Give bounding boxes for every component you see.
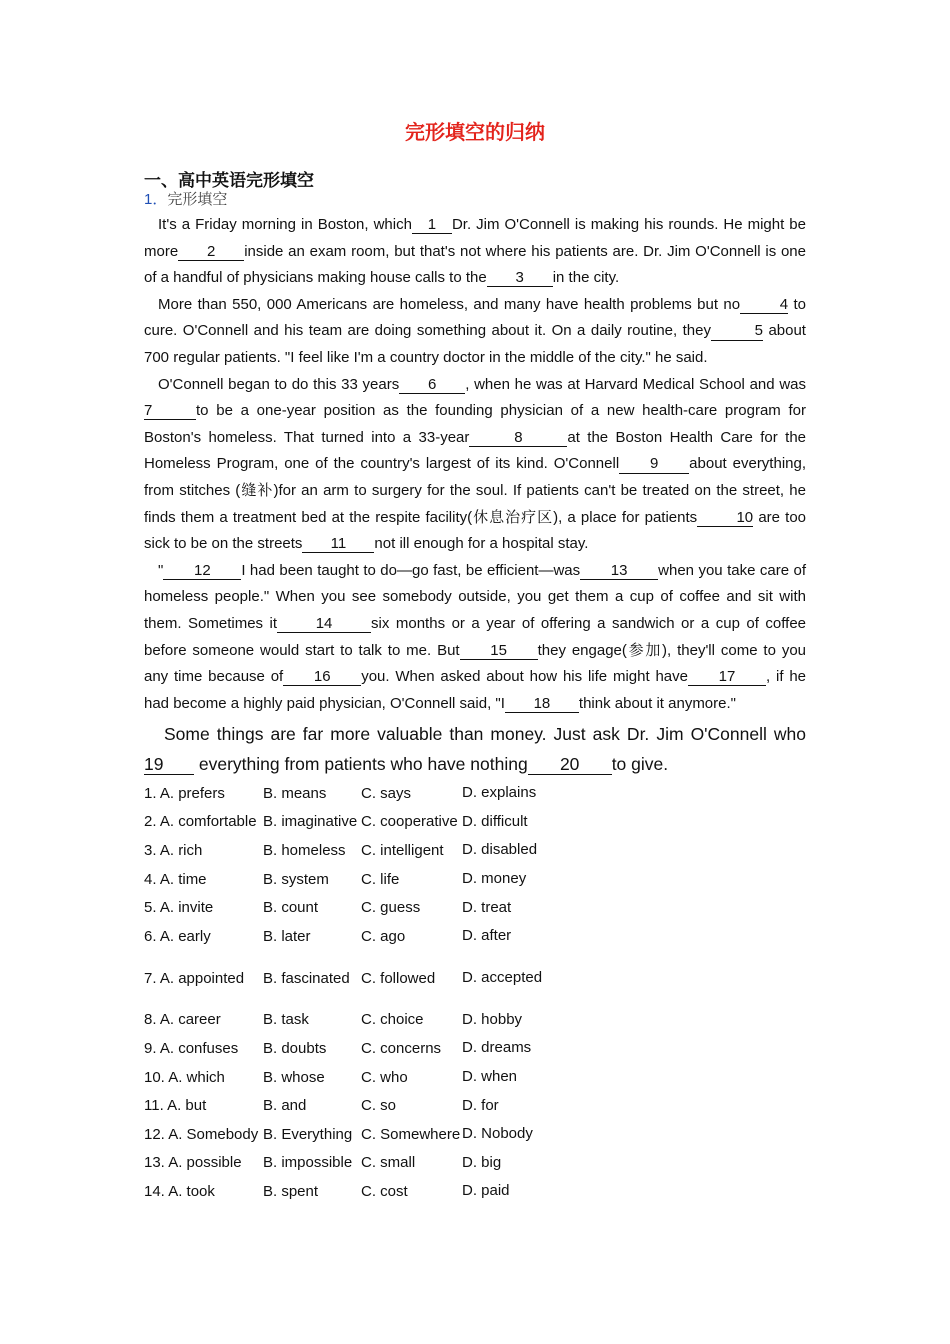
option-cell: 12. A. Somebody bbox=[144, 1125, 259, 1143]
option-cell: B. whose bbox=[263, 1068, 325, 1086]
blank-3: 3 bbox=[487, 269, 553, 287]
blank-11: 11 bbox=[302, 535, 374, 553]
blank-1: 1 bbox=[412, 216, 452, 234]
text-run: " bbox=[158, 561, 164, 579]
text-run: , if he had become a highly paid physician, O'Connell said, "I bbox=[144, 668, 807, 712]
text-run: I had been taught to do—go fast, be efficient—was bbox=[241, 561, 581, 579]
text-run: think about it anymore." bbox=[578, 694, 736, 712]
option-cell: D. for bbox=[462, 1096, 499, 1114]
option-cell: B. homeless bbox=[263, 841, 346, 859]
paragraph-4 bbox=[144, 558, 806, 718]
paragraph-2 bbox=[144, 292, 806, 372]
option-row bbox=[144, 836, 552, 865]
option-cell: D. accepted bbox=[462, 969, 543, 987]
paragraph-3 bbox=[144, 372, 806, 558]
options-body bbox=[144, 779, 552, 1206]
blank-16: 16 bbox=[283, 668, 361, 686]
blank-13: 13 bbox=[580, 562, 658, 580]
page-title: 完形填空的归纳 bbox=[405, 122, 545, 144]
option-row bbox=[144, 1120, 552, 1149]
option-cell: B. imaginative bbox=[263, 813, 358, 831]
text-run: they engage(参加), they'll come to you any time because of bbox=[144, 641, 807, 686]
blank-7: 7 bbox=[144, 402, 196, 420]
text-run: to give. bbox=[611, 754, 669, 775]
option-cell: 4. A. time bbox=[144, 870, 207, 888]
text-run: inside an exam room, but that's not where his patients are. Dr. Jim O'Connell is one of a handful of physicians making house calls to the bbox=[144, 242, 806, 287]
blank-20: 20 bbox=[528, 754, 612, 775]
option-row bbox=[144, 922, 552, 951]
blank-10: 10 bbox=[697, 509, 753, 527]
option-cell: 3. A. rich bbox=[144, 841, 203, 859]
section-heading: 一、高中英语完形填空 bbox=[144, 171, 314, 190]
option-row bbox=[144, 808, 552, 837]
text-run: , when he was at Harvard Medical School and was bbox=[465, 375, 806, 393]
option-cell: B. task bbox=[263, 1011, 309, 1029]
option-cell: B. spent bbox=[263, 1182, 319, 1200]
text-run: to be a one-year position as the founding physician of a new health-care program for Boston's homeless. That turned into a 33-year bbox=[144, 402, 806, 446]
text-run: about 700 regular patients. "I feel like I'm a country doctor in the middle of the city." he said. bbox=[144, 322, 806, 366]
option-cell: C. guess bbox=[361, 899, 421, 917]
option-cell: C. small bbox=[361, 1154, 416, 1172]
blank-8: 8 bbox=[469, 429, 567, 447]
blank-19: 19 bbox=[144, 754, 194, 775]
blank-18: 18 bbox=[505, 695, 579, 713]
option-cell: C. intelligent bbox=[361, 841, 444, 859]
blank-6: 6 bbox=[399, 376, 465, 394]
cloze-passage bbox=[144, 212, 806, 779]
option-cell: C. cooperative bbox=[361, 813, 458, 831]
option-cell: B. doubts bbox=[263, 1039, 327, 1057]
blank-17: 17 bbox=[688, 668, 766, 686]
option-cell: D. hobby bbox=[462, 1010, 523, 1028]
option-cell: 5. A. invite bbox=[144, 899, 214, 917]
option-cell: 6. A. early bbox=[144, 927, 211, 945]
option-cell: C. who bbox=[361, 1068, 408, 1086]
option-cell: 1. A. prefers bbox=[144, 784, 225, 802]
option-row bbox=[144, 893, 552, 922]
option-cell: D. paid bbox=[462, 1182, 510, 1200]
blank-14: 14 bbox=[277, 615, 371, 633]
option-cell: D. treat bbox=[462, 898, 512, 916]
text-run: you. When asked about how his life might have bbox=[361, 668, 688, 686]
paragraph-5 bbox=[144, 719, 806, 779]
blank-4: 4 bbox=[740, 296, 788, 314]
option-cell: C. life bbox=[361, 870, 400, 888]
text-run: It's a Friday morning in Boston, which bbox=[158, 216, 412, 233]
text-run: in the city. bbox=[552, 269, 620, 287]
text-run: at the Boston Health Care for the Homeless Program, one of the country's largest of its kind. O'Connell bbox=[144, 428, 807, 473]
text-run: O'Connell began to do this 33 years bbox=[158, 375, 400, 393]
option-row bbox=[144, 1034, 552, 1063]
option-cell: C. Somewhere bbox=[361, 1125, 461, 1143]
options-table bbox=[144, 779, 552, 1206]
text-run: More than 550, 000 Americans are homeless, and many have health problems but no bbox=[158, 295, 741, 313]
option-row bbox=[144, 1091, 552, 1120]
question-title: 完形填空 bbox=[167, 191, 228, 208]
blank-5: 5 bbox=[711, 322, 763, 340]
text-run: when you take care of homeless people." When you see somebody outside, you get them a cup of coffee and sit with them. Sometimes it bbox=[144, 561, 806, 632]
option-cell: C. choice bbox=[361, 1011, 424, 1029]
option-cell: 11. A. but bbox=[144, 1097, 207, 1115]
option-cell: B. impossible bbox=[263, 1154, 353, 1172]
question-number: 1． bbox=[144, 191, 168, 208]
blank-12: 12 bbox=[163, 562, 241, 580]
option-cell: B. Everything bbox=[263, 1125, 353, 1143]
blank-2: 2 bbox=[178, 243, 244, 261]
paragraph-1 bbox=[144, 212, 806, 292]
option-cell: D. money bbox=[462, 870, 527, 888]
option-cell: C. cost bbox=[361, 1182, 408, 1200]
option-cell: B. means bbox=[263, 784, 327, 802]
option-cell: C. followed bbox=[361, 969, 436, 987]
option-cell: 10. A. which bbox=[144, 1068, 225, 1086]
option-cell: 7. A. appointed bbox=[144, 969, 245, 987]
option-cell: B. fascinated bbox=[263, 969, 350, 987]
option-cell: D. after bbox=[462, 927, 512, 945]
option-row bbox=[144, 951, 552, 1006]
option-cell: B. later bbox=[263, 927, 311, 945]
option-cell: C. ago bbox=[361, 927, 406, 945]
option-cell: 14. A. took bbox=[144, 1182, 215, 1200]
text-run: Dr. Jim O'Connell is making his rounds. He might be more bbox=[144, 216, 806, 260]
text-run: everything from patients who have nothing bbox=[198, 754, 528, 775]
option-row bbox=[144, 1006, 552, 1035]
question-label bbox=[144, 188, 227, 209]
option-cell: D. explains bbox=[462, 784, 537, 802]
text-run: are too sick to be on the streets bbox=[144, 508, 807, 553]
text-run: to cure. O'Connell and his team are doing something about it. On a daily routine, they bbox=[144, 295, 807, 340]
option-cell: C. says bbox=[361, 784, 412, 802]
option-cell: B. and bbox=[263, 1097, 307, 1115]
option-cell: D. difficult bbox=[462, 812, 528, 830]
option-cell: 8. A. career bbox=[144, 1011, 221, 1029]
option-row bbox=[144, 779, 552, 808]
option-cell: 2. A. comfortable bbox=[144, 813, 257, 831]
text-run: Some things are far more valuable than money. Just ask Dr. Jim O'Connell who bbox=[164, 724, 806, 745]
option-row bbox=[144, 1177, 552, 1206]
option-cell: D. big bbox=[462, 1153, 502, 1171]
option-cell: D. disabled bbox=[462, 841, 538, 859]
option-cell: 13. A. possible bbox=[144, 1154, 242, 1172]
option-cell: B. system bbox=[263, 870, 329, 888]
option-cell: D. when bbox=[462, 1068, 518, 1086]
text-run: about everything, from stitches (缝补)for an arm to surgery for the soul. If patients can't be treated on the street, he finds them a treatment bed at the respite facility(休息治疗区), a place for patients bbox=[144, 455, 807, 526]
option-cell: C. so bbox=[361, 1097, 397, 1115]
option-row bbox=[144, 1063, 552, 1092]
option-cell: D. Nobody bbox=[462, 1125, 533, 1143]
option-cell: 9. A. confuses bbox=[144, 1039, 239, 1057]
option-cell: C. concerns bbox=[361, 1039, 442, 1057]
blank-15: 15 bbox=[460, 642, 538, 660]
text-run: not ill enough for a hospital stay. bbox=[374, 535, 589, 553]
text-run: six months or a year of offering a sandwich or a cup of coffee before someone would start to talk to me. But bbox=[144, 614, 807, 659]
option-cell: B. count bbox=[263, 899, 319, 917]
option-row bbox=[144, 1149, 552, 1178]
blank-9: 9 bbox=[619, 455, 689, 473]
option-row bbox=[144, 865, 552, 894]
option-cell: D. dreams bbox=[462, 1039, 532, 1057]
